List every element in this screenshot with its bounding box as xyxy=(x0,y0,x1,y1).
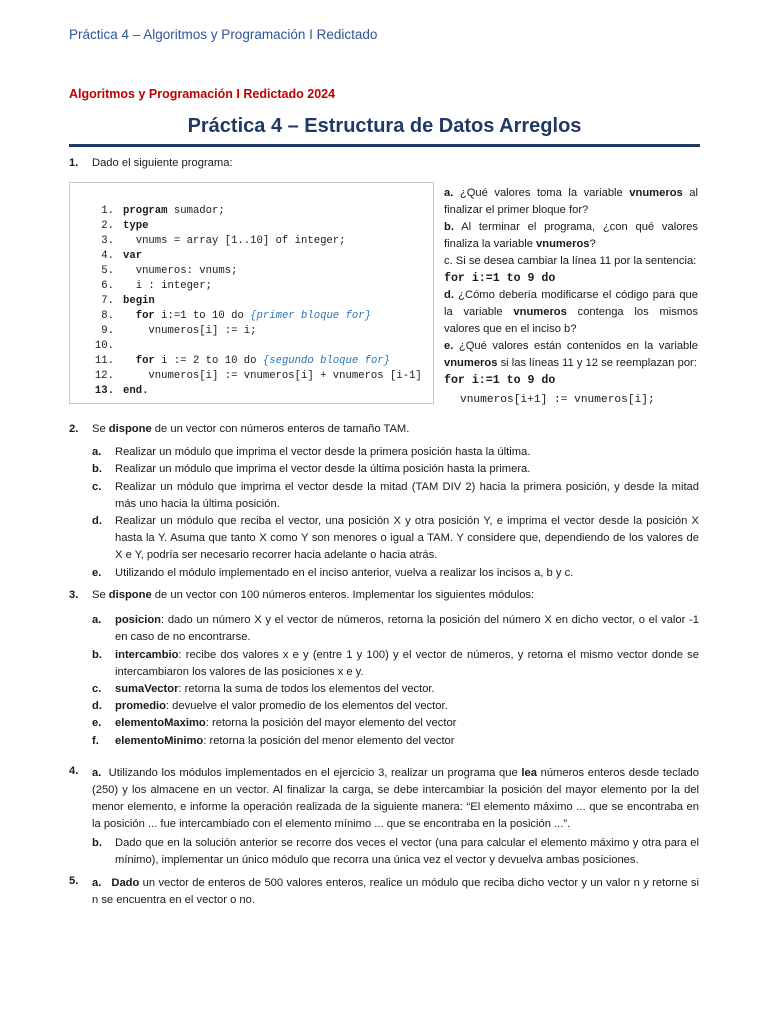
question-e: e. ¿Qué valores están contenidos en la variable vnumeros si las líneas 11 y 12 se reemplazan por: xyxy=(444,340,698,369)
page-title: Práctica 4 – Estructura de Datos Arreglos xyxy=(187,115,582,137)
question-b: b. Al terminar el programa, ¿con qué valores finaliza la variable vnumeros? xyxy=(444,221,698,250)
question-d: d. ¿Cómo debería modificarse el código para que la variable vnumeros contenga los mismos valores que en el inciso b? xyxy=(444,289,698,335)
code-line: 7. begin xyxy=(101,295,155,307)
exercise-4-b: b. Dado que en la solución anterior se recorre dos veces el vector (una para calcular el elemento máximo y otra para el mínimo), implementar un único módulo que recorra una única vez el vector y devuelva ambas posiciones. xyxy=(92,837,699,866)
exercise-3-intro: Se dispone de un vector con 100 números enteros. Implementar los siguientes módulos: xyxy=(92,589,535,601)
course-subtitle: Algoritmos y Programación I Redictado 2024 xyxy=(69,87,336,101)
title-underline xyxy=(69,144,700,147)
running-header: Práctica 4 – Algoritmos y Programación I Redictado xyxy=(69,27,378,42)
code-line: 11. for i := 2 to 10 do {segundo bloque for} xyxy=(94,355,391,367)
code-line: 6. i : integer; xyxy=(101,280,213,292)
list-item: b. Realizar un módulo que imprima el vector desde la última posición hasta la primera. xyxy=(92,463,531,475)
list-item: c. sumaVector: retorna la suma de todos los elementos del vector. xyxy=(92,683,435,695)
question-e-code: for i:=1 to 9 do xyxy=(444,374,556,387)
code-line: 8. for i:=1 to 10 do {primer bloque for} xyxy=(101,310,371,322)
exercise-4-number: 4. xyxy=(69,765,79,777)
list-item: d. promedio: devuelve el valor promedio de los elementos del vector. xyxy=(92,700,448,712)
exercise-1-number: 1. xyxy=(69,157,79,169)
exercise-5-number: 5. xyxy=(69,875,79,887)
code-line: 10. xyxy=(94,340,114,352)
list-item: a. posicion: dado un número X y el vector de números, retorna la posición del número X en dicho vector, o el valor -1 en caso de no encontrarse. xyxy=(92,614,699,643)
exercise-5-a: a. Dado un vector de enteros de 500 valores enteros, realice un módulo que reciba dicho vector y un valor n y retorne si n se encuentra en el vector o no. xyxy=(92,877,700,906)
exercise-1-intro: Dado el siguiente programa: xyxy=(92,157,233,169)
list-item: e. elementoMaximo: retorna la posición del mayor elemento del vector xyxy=(92,717,457,729)
list-item: c. Realizar un módulo que imprima el vector desde la mitad (TAM DIV 2) hacia la primera posición, y desde la mitad más uno hacia la última posición. xyxy=(92,481,699,510)
list-item: f. elementoMinimo: retorna la posición del menor elemento del vector xyxy=(92,735,455,747)
code-line: 1. program sumador; xyxy=(101,205,225,217)
list-item: a. Realizar un módulo que imprima el vector desde la primera posición hasta la última. xyxy=(92,446,531,458)
code-line: 3. vnums = array [1..10] of integer; xyxy=(101,235,346,247)
list-item: e. Utilizando el módulo implementado en el inciso anterior, vuelva a realizar los incisos a, b y c. xyxy=(92,567,574,579)
exercise-2-number: 2. xyxy=(69,423,79,435)
code-line: 2. type xyxy=(101,220,149,232)
list-item: b. intercambio: recibe dos valores x e y (entre 1 y 100) y el vector de números, y retorna el mismo vector donde se intercambiaron los valores de las posiciones x e y. xyxy=(92,649,699,678)
code-listing xyxy=(69,182,434,404)
question-a: a. ¿Qué valores toma la variable vnumeros al finalizar el primer bloque for? xyxy=(444,187,698,216)
list-item: d. Realizar un módulo que reciba el vector, una posición X y otra posición Y, e imprima el vector desde la posición X hasta la Y. Asuma que tanto X como Y son menores o igual a TAM. Y considere que, dependiendo de los valores de X e Y, podría ser necesario recorrer hacia adelante o hacia atrás. xyxy=(92,515,699,561)
question-c: c. Si se desea cambiar la línea 11 por la sentencia: xyxy=(444,255,697,267)
code-line: 5. vnumeros: vnums; xyxy=(101,265,238,277)
question-c-code: for i:=1 to 9 do xyxy=(444,272,556,285)
code-line: 12. vnumeros[i] := vnumeros[i] + vnumeros [i-1] xyxy=(94,370,422,382)
exercise-2-intro: Se dispone de un vector con números enteros de tamaño TAM. xyxy=(92,423,410,435)
code-line: 4. var xyxy=(101,250,143,262)
question-e-code-line-2: vnumeros[i+1] := vnumeros[i]; xyxy=(460,394,655,406)
exercise-4-a: a. Utilizando los módulos implementados en el ejercicio 3, realizar un programa que lea números enteros desde teclado (250) y los almacene en un vector. Al finalizar la carga, se debe intercambiar la posición del mayor elemento por la del menor elemento, e informe la operación realizada de la siguiente manera: “El elemento máximo ... que se encontraba en la posición ... fue intercambiado con el elemento mínimo ... que se encontraba en la posición ...”. xyxy=(92,767,699,830)
exercise-3-number: 3. xyxy=(69,589,79,601)
code-line: 9. vnumeros[i] := i; xyxy=(101,325,257,337)
code-line: 13. end. xyxy=(94,385,149,397)
exercise-1-questions xyxy=(444,185,698,389)
